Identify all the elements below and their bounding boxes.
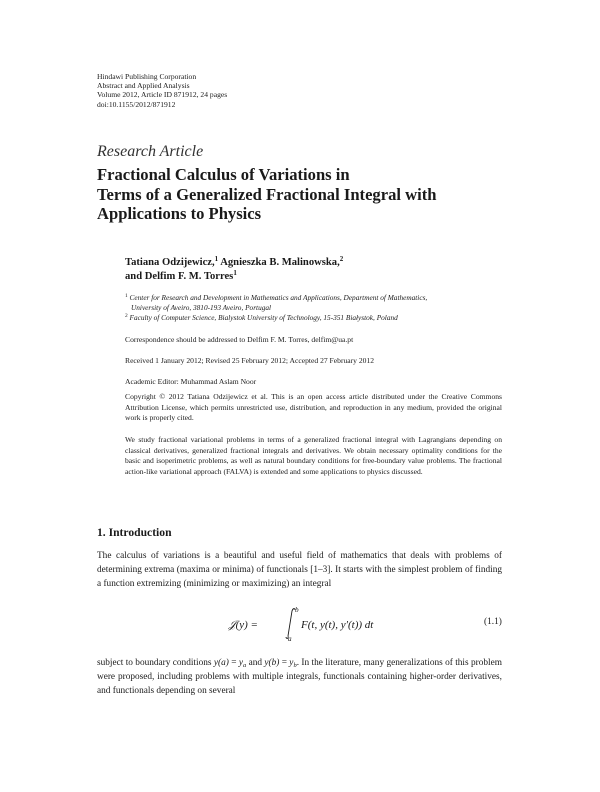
author-list	[125, 256, 505, 283]
affiliation-text: Faculty of Computer Science, Bialystok University of Technology, 15-351 Białystok, Poland	[129, 313, 398, 322]
affiliation-text: Center for Research and Development in Mathematics and Applications, Department of Mathematics,	[129, 293, 428, 302]
doi[interactable]: doi:10.1155/2012/871912	[97, 99, 176, 109]
title-line: Fractional Calculus of Variations in	[97, 165, 350, 184]
journal-header	[97, 72, 227, 109]
paper-title	[97, 165, 517, 224]
journal-name: Abstract and Applied Analysis	[97, 81, 190, 91]
academic-editor: Academic Editor: Muhammad Aslam Noor	[125, 377, 257, 386]
author-line	[125, 270, 505, 284]
affiliation-1	[125, 293, 505, 312]
title-line: Terms of a Generalized Fractional Integral with	[97, 184, 437, 204]
volume-info: Volume 2012, Article ID 871912, 24 pages	[97, 90, 228, 100]
upper-limit: b	[295, 606, 299, 614]
intro-paragraph: The calculus of variations is a beautiful and useful field of mathematics that deals with problems of determining extrema (maxima or minima) of functionals [1–3]. It starts with the simplest problem of finding a function extremizing (minimizing or maximizing) an integral	[97, 551, 502, 589]
article-type: Research Article	[97, 143, 204, 160]
publisher: Hindawi Publishing Corporation	[97, 72, 197, 81]
author-conjunction: and	[125, 270, 145, 282]
author-name: Agnieszka B. Malinowska,	[220, 257, 340, 268]
equation-number: (1.1)	[484, 617, 502, 627]
intro-paragraph-continued: subject to boundary conditions $y(a) = y_a$ and $y(b) = y_b$. In the literature, many generalizations of this problem were proposed, including problems with multiple integrals, functionals containing higher-order derivatives, and functionals depending on several	[97, 658, 502, 696]
section-heading: 1. Introduction	[97, 526, 172, 539]
affiliation-mark: 1	[125, 293, 128, 299]
title-line: Applications to Physics	[97, 204, 262, 224]
abstract: We study fractional variational problems in terms of a generalized fractional integral with Lagrangians depending on classical derivatives, generalized fractional integrals and derivatives. We obtain necessary optimality conditions for the basic and isoperimetric problems, as well as natural boundary conditions for free-boundary value problems. The fractional action-like variational approach (FALVA) is extended and some applications to physics discussed.	[125, 435, 502, 476]
integrand: F(t, y(t), y′(t)) dt	[301, 619, 374, 631]
copyright-notice: Copyright © 2012 Tatiana Odzijewicz et al. This is an open access article distributed under the Creative Commons Attribution License, which permits unrestricted use, distribution, and reproduction in any medium, provided the original work is properly cited.	[125, 392, 502, 423]
integral-sign	[286, 609, 295, 639]
lower-limit: a	[288, 635, 292, 642]
author-affil-mark: 1	[214, 255, 219, 263]
correspondence: Correspondence should be addressed to Delfim F. M. Torres, delfim@ua.pt	[125, 335, 354, 344]
equation-1-1	[228, 606, 408, 642]
author-name: Tatiana Odzijewicz,	[125, 257, 215, 268]
author-affil-mark: 2	[339, 255, 344, 263]
author-name: Delfim F. M. Torres	[144, 270, 234, 282]
received-dates: Received 1 January 2012; Revised 25 February 2012; Accepted 27 February 2012	[125, 356, 375, 365]
equation-lhs: 𝒥(y) =	[228, 619, 258, 631]
affiliation-2	[125, 313, 505, 323]
affiliation-mark: 2	[125, 313, 128, 319]
affiliation-text: University of Aveiro, 3810-193 Aveiro, Portugal	[131, 302, 272, 312]
author-affil-mark: 1	[233, 268, 237, 277]
author-line	[125, 256, 505, 270]
